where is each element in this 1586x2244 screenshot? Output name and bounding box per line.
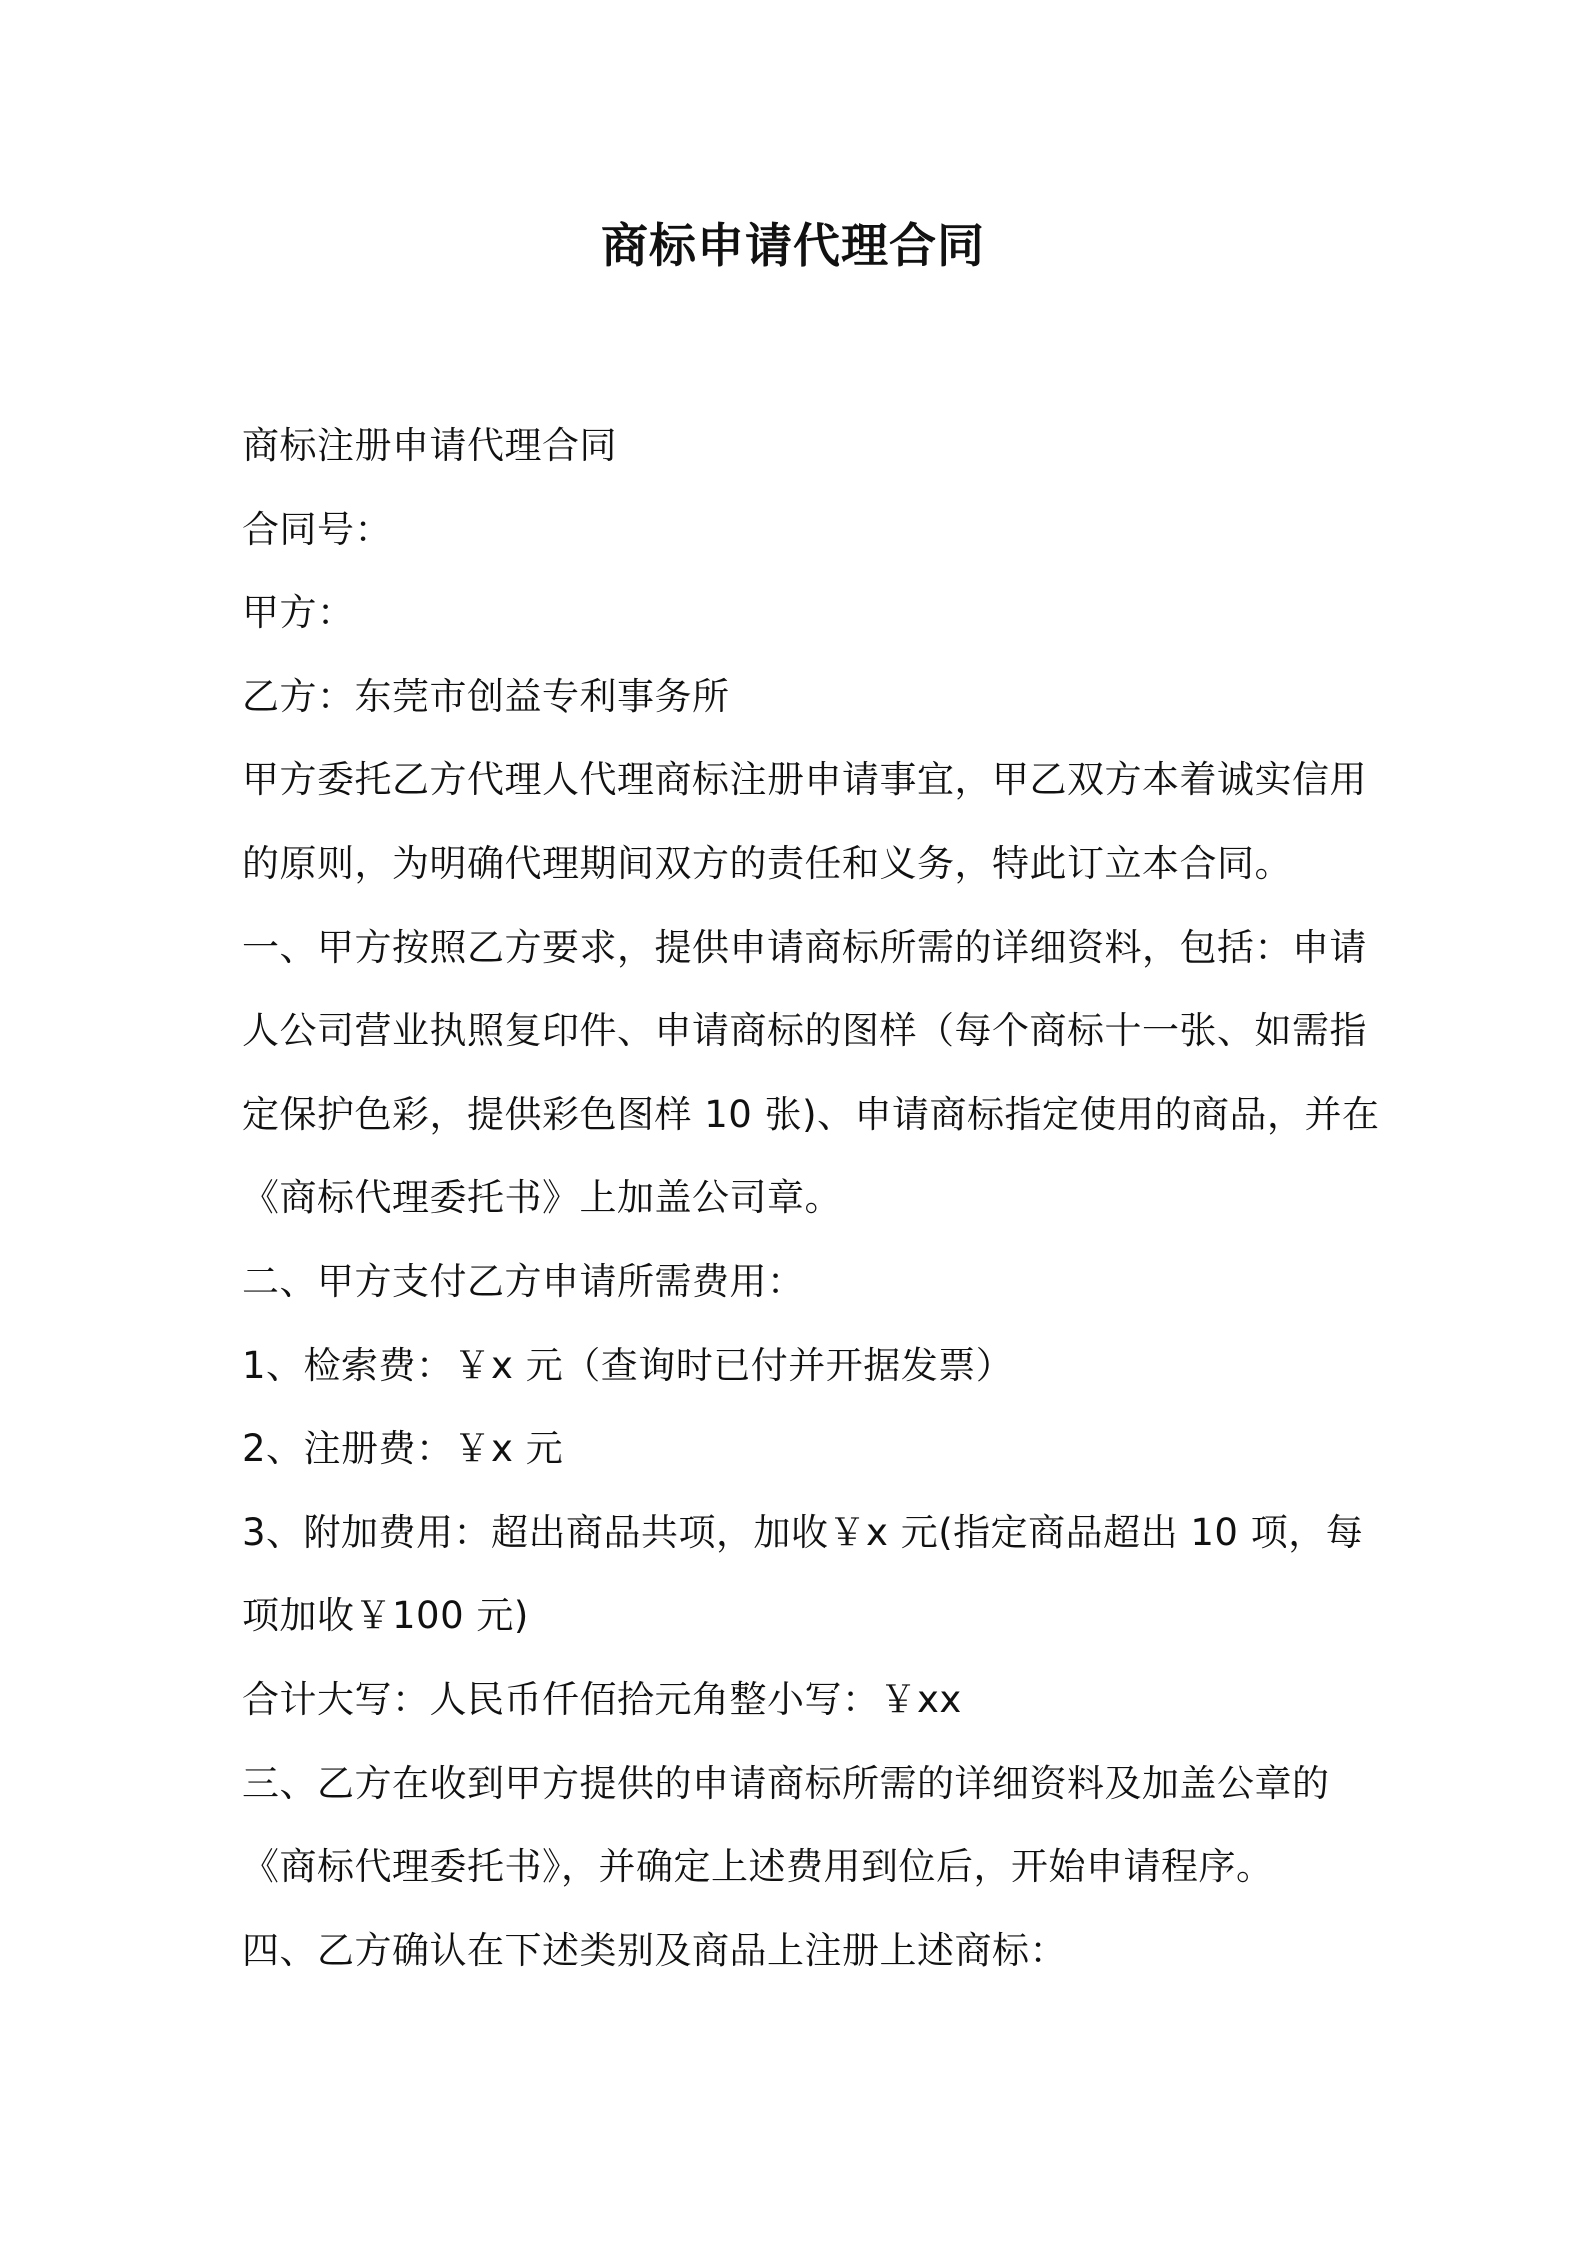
contract-subtitle: 商标注册申请代理合同 (242, 424, 617, 467)
fee-additional-line-2: 项加收￥100 元) (242, 1594, 529, 1638)
clause-1-line-2: 人公司营业执照复印件、申请商标的图样（每个商标十一张、如需指 (242, 1009, 1367, 1053)
fee-additional-line-1: 3、附加费用：超出商品共项，加收￥x 元(指定商品超出 10 项，每 (242, 1510, 1364, 1554)
clause-3-line-2: 《商标代理委托书》，并确定上述费用到位后，开始申请程序。 (242, 1845, 1274, 1889)
fee-registration-line: 2、注册费：￥x 元 (242, 1427, 564, 1471)
document-title: 商标申请代理合同 (601, 219, 985, 274)
document-body (242, 404, 1380, 1992)
intro-line-2: 的原则，为明确代理期间双方的责任和义务，特此订立本合同。 (242, 841, 1292, 885)
clause-2-heading: 二、甲方支付乙方申请所需费用： (242, 1259, 805, 1303)
clause-1-line-4: 《商标代理委托书》上加盖公司章。 (242, 1176, 842, 1220)
clause-3-line-1: 三、乙方在收到甲方提供的申请商标所需的详细资料及加盖公章的 (242, 1761, 1330, 1805)
party-a-line: 甲方： (242, 591, 355, 635)
clause-1-line-1: 一、甲方按照乙方要求，提供申请商标所需的详细资料，包括：申请 (242, 925, 1367, 969)
clause-1-line-3: 定保护色彩，提供彩色图样 10 张)、申请商标指定使用的商品，并在 (242, 1092, 1380, 1136)
party-b-line: 乙方：东莞市创益专利事务所 (242, 674, 730, 718)
fee-search-line: 1、检索费：￥x 元（查询时已付并开据发票） (242, 1343, 1014, 1387)
intro-line-1: 甲方委托乙方代理人代理商标注册申请事宜，甲乙双方本着诚实信用 (242, 758, 1367, 802)
clause-4-line: 四、乙方确认在下述类别及商品上注册上述商标： (242, 1928, 1067, 1972)
contract-number-line: 合同号： (242, 507, 392, 551)
fee-total-line: 合计大写：人民币仟佰拾元角整小写：￥xx (242, 1677, 962, 1721)
